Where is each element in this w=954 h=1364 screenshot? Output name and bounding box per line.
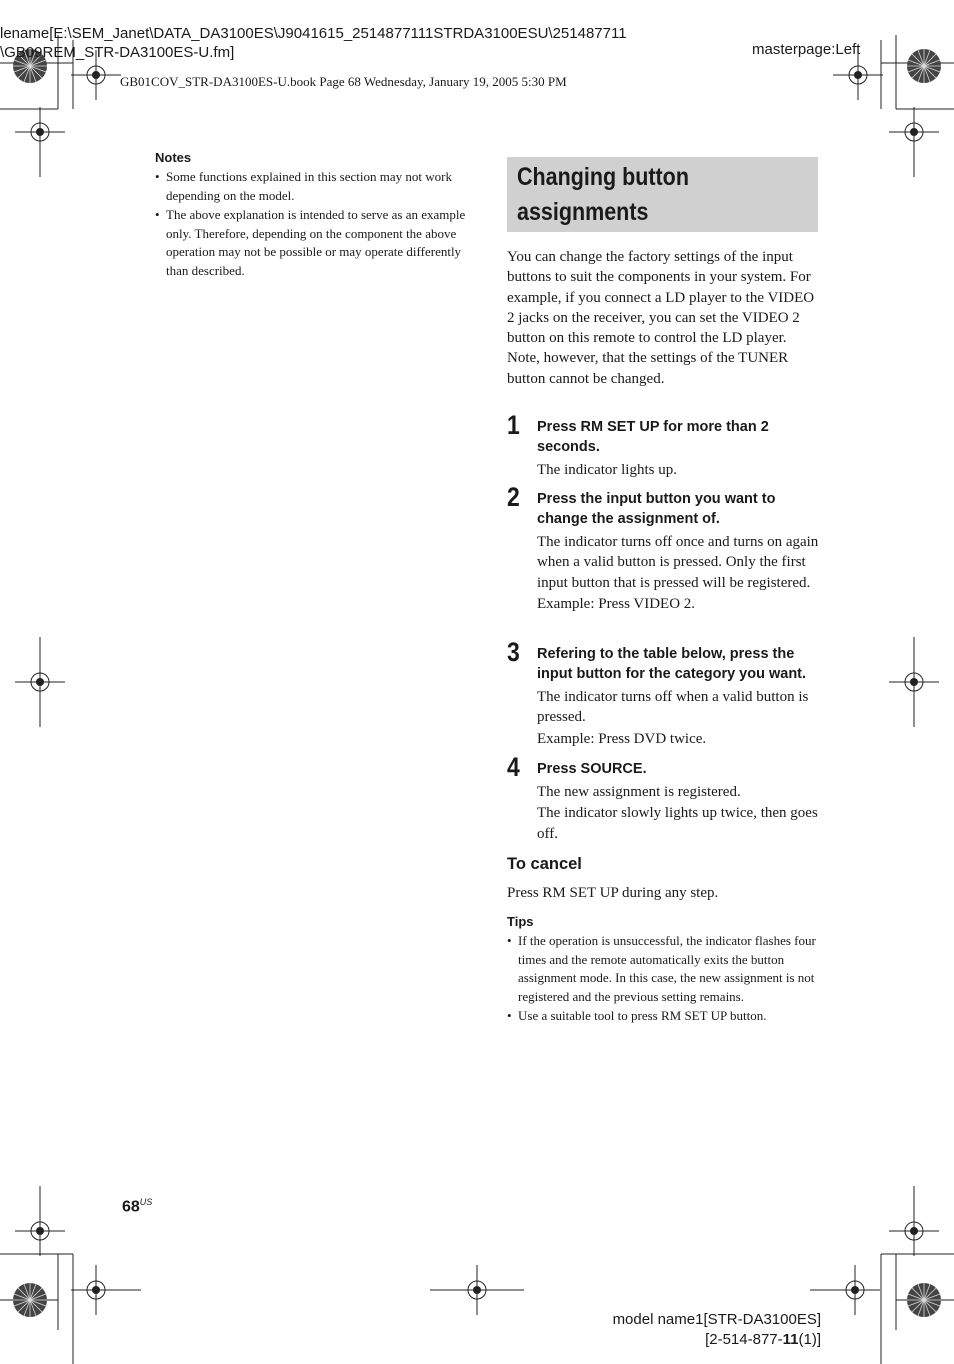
step-body [537, 532, 827, 614]
masterpage-label: masterpage:Left [752, 41, 861, 58]
step-number: 1 [507, 410, 520, 440]
list-item: • Some functions explained in this section may not work depending on the model. [155, 168, 473, 205]
intro-paragraph: Note, however, that the settings of the TUNER button cannot be changed. [507, 350, 789, 387]
step-1 [507, 410, 827, 481]
step-paragraph: The indicator slowly lights up twice, then goes off. [537, 805, 818, 842]
step-paragraph: The indicator turns off once and turns on again when a valid button is pressed. Only the first input button that is pressed will be registered. [537, 534, 819, 591]
step-paragraph: Example: Press DVD twice. [537, 730, 707, 747]
step-body [537, 782, 827, 844]
model-code-prefix: [2-514-877- [705, 1331, 783, 1348]
step-title: Press SOURCE. [537, 761, 647, 777]
crosshair-icon [15, 1186, 65, 1256]
step-paragraph: The new assignment is registered. [537, 784, 741, 800]
step-3 [507, 637, 827, 750]
crosshair-icon [889, 1186, 939, 1256]
model-name: model name1[STR-DA3100ES] [612, 1311, 821, 1328]
model-code-suffix: (1)] [798, 1331, 821, 1348]
starburst-icon [12, 1282, 48, 1318]
cancel-heading: To cancel [507, 855, 582, 873]
step-paragraph: The indicator turns off when a valid button is pressed. [537, 689, 809, 726]
filename-line-2: \GB09REM_STR-DA3100ES-U.fm] [0, 44, 235, 61]
step-title: Press the input button you want to change the assignment of. [537, 491, 776, 527]
starburst-icon [906, 1282, 942, 1318]
filename-line-1: lename[E:\SEM_Janet\DATA_DA3100ES\J9041615_2514877111STRDA3100ESU\251487711 [0, 25, 627, 42]
page-number-suffix: US [139, 1197, 153, 1207]
step-body [537, 460, 827, 480]
intro-text [507, 247, 822, 389]
crosshair-icon [810, 1265, 880, 1315]
page-number-value: 68 [122, 1198, 140, 1216]
step-paragraph: The indicator lights up. [537, 462, 677, 478]
step-number: 2 [507, 482, 520, 512]
tips-list [507, 932, 825, 1027]
step-title: Refering to the table below, press the input button for the category you want. [537, 646, 807, 682]
book-info: GB01COV_STR-DA3100ES-U.book Page 68 Wednesday, January 19, 2005 5:30 PM [120, 74, 567, 89]
step-body [537, 687, 827, 749]
section-title: Changing button assignments [517, 163, 689, 226]
section-title-banner [507, 157, 818, 232]
step-2 [507, 482, 827, 615]
list-item: • The above explanation is intended to serve as an example only. Therefore, depending on the component the above operation may not be possible or may operate differently than described. [155, 206, 473, 280]
crosshair-icon [889, 107, 939, 177]
notes-heading: Notes [155, 150, 192, 165]
starburst-icon [906, 48, 942, 84]
step-title: Press RM SET UP for more than 2 seconds. [537, 419, 769, 455]
step-paragraph: Example: Press VIDEO 2. [537, 595, 696, 612]
crosshair-icon [889, 637, 939, 727]
model-code [705, 1331, 821, 1348]
crosshair-icon [15, 107, 65, 177]
step-number: 3 [507, 637, 520, 667]
step-4 [507, 752, 827, 845]
step-number: 4 [507, 752, 520, 782]
model-code-bold: 11 [782, 1331, 799, 1348]
crosshair-icon [15, 637, 65, 727]
tips-heading: Tips [507, 914, 534, 929]
crosshair-icon [71, 1265, 141, 1315]
list-item: • If the operation is unsuccessful, the indicator flashes four times and the remote automatically exits the button assignment mode. In this case, the new assignment is not registered and the previous setting remains. [507, 932, 825, 1006]
notes-list [155, 168, 473, 281]
crosshair-icon [430, 1265, 524, 1315]
page-number [122, 1197, 152, 1216]
intro-paragraph: You can change the factory settings of the input buttons to suit the components in your system. For example, if you connect a LD player to the VIDEO 2 jacks on the receiver, you can set the VIDEO 2 button on this remote to control the LD player. [507, 249, 815, 347]
list-item: • Use a suitable tool to press RM SET UP button. [507, 1007, 825, 1026]
cancel-text: Press RM SET UP during any step. [507, 885, 719, 901]
